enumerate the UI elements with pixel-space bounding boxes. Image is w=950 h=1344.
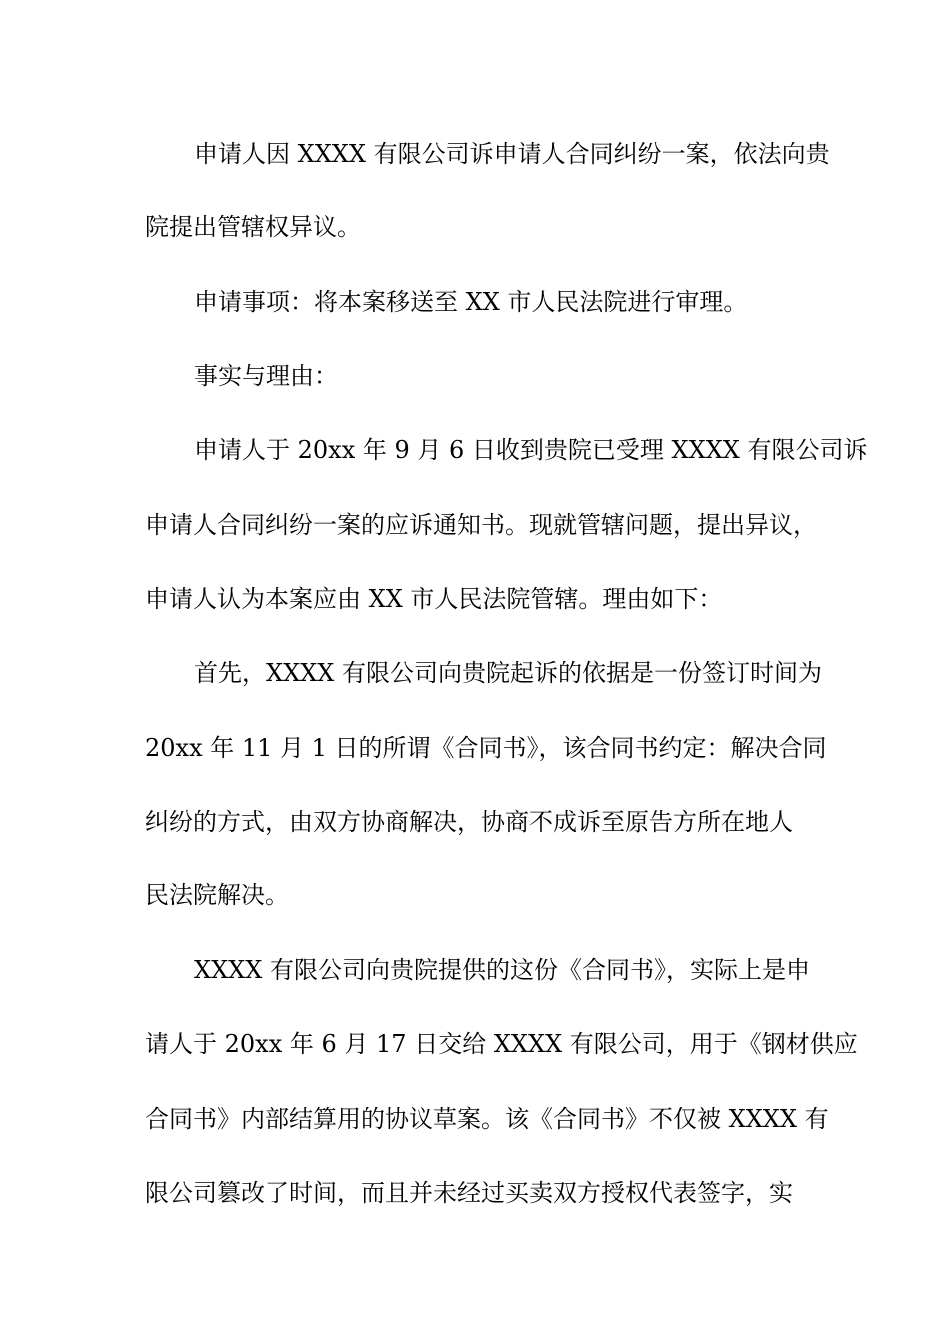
paragraph-line: 民法院解决。	[145, 881, 289, 909]
paragraph-line: 院提出管辖权异议。	[145, 213, 361, 241]
paragraph-line: 申请人合同纠纷一案的应诉通知书。现就管辖问题，提出异议，	[145, 511, 817, 539]
paragraph-line: 纠纷的方式，由双方协商解决，协商不成诉至原告方所在地人	[145, 808, 793, 836]
paragraph-line: 申请人认为本案应由 XX 市人民法院管辖。理由如下：	[145, 585, 723, 613]
paragraph-line: 首先，XXXX 有限公司向贵院起诉的依据是一份签订时间为	[194, 659, 822, 687]
paragraph-line: 20xx 年 11 月 1 日的所谓《合同书》，该合同书约定：解决合同	[145, 734, 827, 762]
paragraph-line: 请人于 20xx 年 6 月 17 日交给 XXXX 有限公司，用于《钢材供应	[145, 1030, 858, 1058]
paragraph-line: 申请人于 20xx 年 9 月 6 日收到贵院已受理 XXXX 有限公司诉	[194, 436, 868, 464]
paragraph-line: 限公司篡改了时间，而且并未经过买卖双方授权代表签字，实	[145, 1179, 793, 1207]
paragraph-line: 合同书》内部结算用的协议草案。该《合同书》不仅被 XXXX 有	[145, 1105, 829, 1133]
paragraph-line: 申请事项：将本案移送至 XX 市人民法院进行审理。	[194, 288, 748, 316]
paragraph-line: 申请人因 XXXX 有限公司诉申请人合同纠纷一案，依法向贵	[194, 140, 830, 168]
paragraph-line: XXXX 有限公司向贵院提供的这份《合同书》，实际上是申	[194, 956, 810, 984]
paragraph-line: 事实与理由：	[194, 362, 338, 390]
